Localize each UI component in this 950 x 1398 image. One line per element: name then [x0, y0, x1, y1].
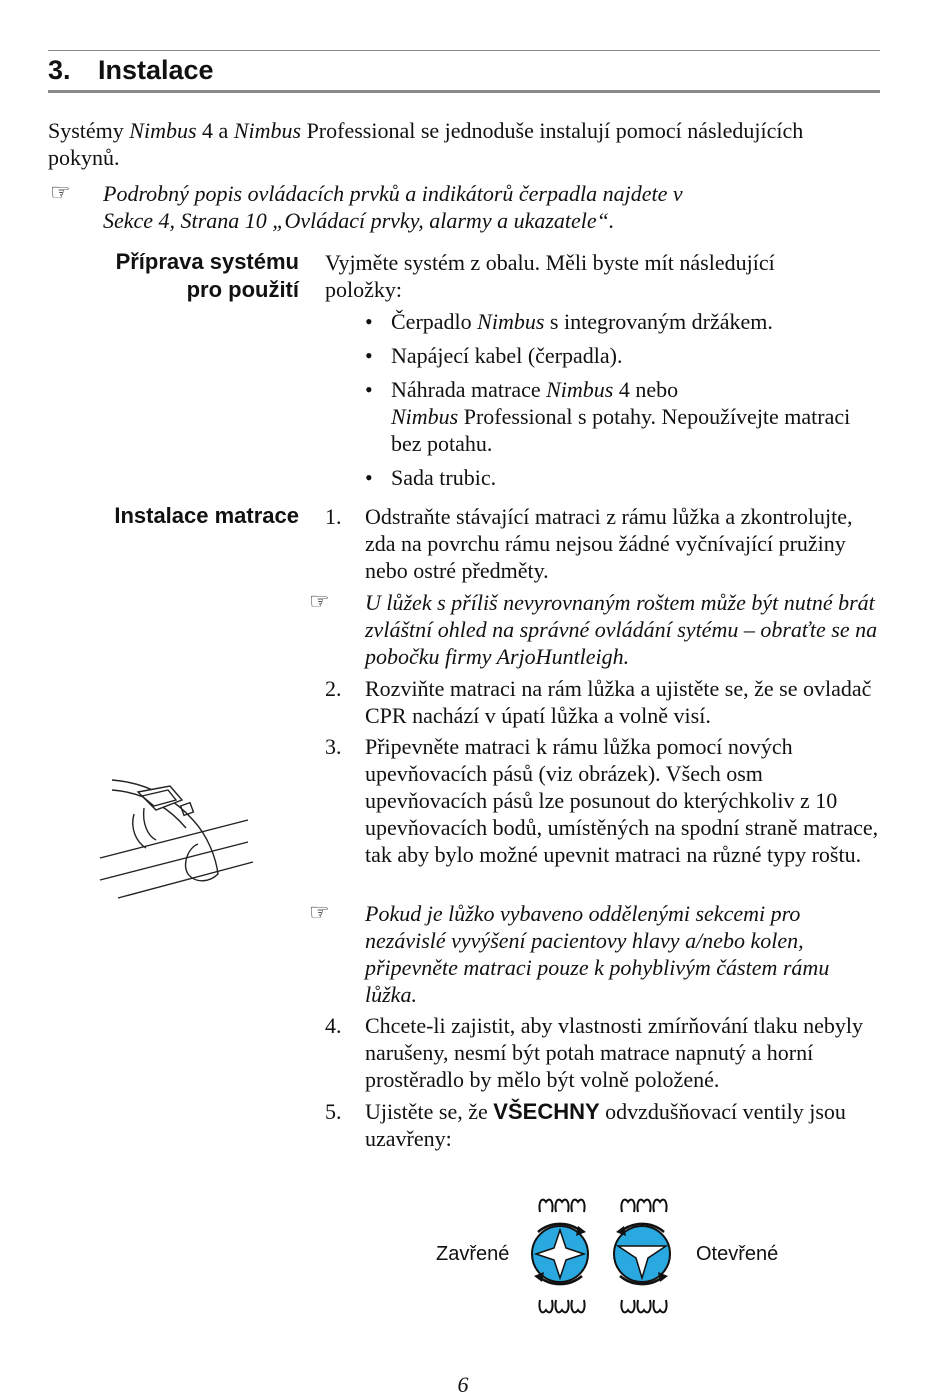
step-number: 5.	[325, 1099, 342, 1124]
heading-underline	[48, 90, 880, 93]
top-rule	[48, 50, 880, 51]
step-1	[325, 503, 885, 584]
valve-open-diagram	[602, 1190, 682, 1320]
step-number: 4.	[325, 1013, 342, 1038]
section-title: Instalace	[98, 55, 214, 85]
step-text: Rozviňte matraci na rám lůžka a ujistěte se, že se ovladač CPR nachází v úpatí lůžka a volně visí.	[365, 676, 872, 728]
note-frame-warning: U lůžek s příliš nevyrovnaným roštem může být nutné brát zvláštní ohled na správné ovládání sytému – obraťte se na pobočku firmy ArjoHuntleigh.	[365, 590, 878, 669]
pointing-hand-icon: ☞	[50, 180, 71, 206]
valve-closed-diagram	[520, 1190, 600, 1320]
emphasis: VŠECHNY	[493, 1099, 600, 1124]
product-name: Nimbus	[129, 118, 197, 143]
strap-illustration	[98, 770, 258, 900]
step-text: Ujistěte se, že VŠECHNY odvzdušňovací ventily jsou uzavřeny:	[365, 1099, 846, 1151]
label-line: pro použití	[186, 277, 299, 302]
pointing-hand-icon: ☞	[309, 589, 330, 615]
intro-text: Professional se jednoduše instalují pomocí následujících pokynů.	[48, 118, 804, 170]
open-label: Otevřené	[696, 1243, 779, 1265]
list-item: • Sada trubic.	[365, 464, 885, 491]
section-heading	[48, 54, 214, 86]
buckle-clip	[144, 808, 156, 840]
section-number: 3.	[48, 55, 71, 85]
list-item: • Napájecí kabel (čerpadla).	[365, 342, 885, 369]
items-list	[365, 308, 885, 498]
note-1-line: Podrobný popis ovládacích prvků a indikátorů čerpadla najdete v	[103, 181, 683, 206]
label-mattress-installation: Instalace matrace	[114, 503, 299, 528]
intro-text: Systémy	[48, 118, 130, 143]
page-number: 6	[457, 1372, 469, 1397]
intro-text: 4 a	[196, 118, 234, 143]
step-3	[325, 733, 885, 868]
step-2	[325, 675, 885, 729]
list-item: • Čerpadlo Nimbus s integrovaným držákem.	[365, 308, 885, 335]
note-sections: Pokud je lůžko vybaveno oddělenými sekcemi pro nezávislé vyvýšení pacientovy hlavy a/nebo kolen, připevněte matraci pouze k pohyblivým částem rámu lůžka.	[365, 901, 830, 1007]
label-system-preparation	[116, 248, 299, 304]
bed-rail	[100, 842, 248, 880]
label-line: Příprava systému	[115, 249, 299, 274]
product-name: Nimbus	[233, 118, 302, 143]
preparation-text: Vyjměte systém z obalu. Měli byste mít následující položky:	[325, 250, 775, 302]
step-number: 1.	[325, 504, 342, 529]
step-number: 2.	[325, 676, 342, 701]
step-4	[325, 1012, 885, 1093]
note-1	[103, 180, 803, 234]
step-5	[325, 1098, 885, 1152]
step-text: Chcete-li zajistit, aby vlastnosti zmírňování tlaku nebyly narušeny, nesmí být potah matrace napnutý a horní prostěradlo by mělo být volně položené.	[365, 1013, 863, 1092]
list-item: • Náhrada matrace Nimbus 4 nebo Nimbus Professional s potahy. Nepoužívejte matraci bez potahu.	[365, 376, 885, 457]
note-1-line: Sekce 4, Strana 10 „Ovládací prvky, alarmy a ukazatele“.	[103, 208, 615, 233]
intro-paragraph	[48, 117, 808, 171]
step-text: Připevněte matraci k rámu lůžka pomocí nových upevňovacích pásů (viz obrázek). Všech osm upevňovacích pásů lze posunout do kterýchkoliv z 10 upevňovacích bodů, umístěných na spodní straně matrace, tak aby bylo možné upevnit matraci na různé typy roštu.	[365, 734, 879, 867]
bed-rail	[100, 820, 248, 858]
pointing-hand-icon: ☞	[309, 900, 330, 926]
step-text: Odstraňte stávající matraci z rámu lůžka a zkontrolujte, zda na povrchu rámu nejsou žádné vyčnívající pružiny nebo ostré předměty.	[365, 504, 853, 583]
step-number: 3.	[325, 734, 342, 759]
closed-label: Zavřené	[436, 1243, 510, 1265]
